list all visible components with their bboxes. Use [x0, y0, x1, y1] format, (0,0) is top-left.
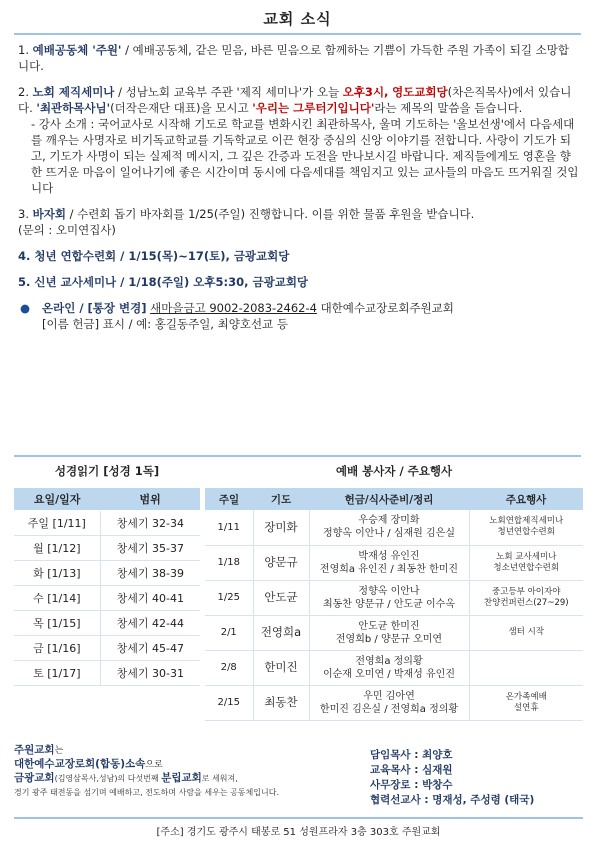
service-event [469, 580, 583, 615]
service-event-line1: 노회연합제직세미나 [489, 516, 564, 527]
notice-2-time: 오후3시, [342, 85, 389, 99]
service-prayer: 최동찬 [253, 685, 309, 720]
service-duty-line1: 박재성 유인진 [358, 550, 420, 562]
service-event-line2: 청소년연합수련회 [493, 562, 560, 573]
reading-day: 월 [1/12] [14, 535, 100, 560]
address: [주소] 경기도 광주시 태봉로 51 성원프라자 3층 303호 주원교회 [14, 817, 583, 838]
service-title: 예배 봉사자 / 주요행사 [335, 464, 453, 478]
bank-account-link[interactable]: 새마을금고 9002-2083-2462-4 [150, 301, 317, 315]
notice-3-heading: 바자회 [32, 207, 66, 221]
page-title-wrap [0, 8, 595, 31]
table-row [205, 510, 583, 545]
service-date: 1/11 [205, 510, 253, 545]
table-row [14, 560, 200, 585]
notice-2-text3: (더작은재단 대표)을 모시고 [110, 101, 253, 115]
reading-header-row [14, 488, 200, 510]
reading-range: 창세기 30-31 [100, 660, 200, 685]
service-event [469, 650, 583, 685]
about-t5: 경기 광주 태전동을 섬기며 예배하고, 전도하며 사람을 세우는 공동체입니다. [14, 788, 279, 797]
service-event-line1: 샘터 시작 [508, 627, 545, 637]
table-row [14, 585, 200, 610]
account-holder: 대한예수교장로회주원교회 [316, 301, 454, 315]
service-duty-line1: 우민 김아연 [363, 690, 415, 702]
table-row [14, 510, 200, 535]
notice-2-speaker: '최관하목사님' [36, 101, 111, 115]
about-t3: (김영삼목사,성남)의 다섯번째 [54, 774, 162, 783]
service-event [469, 685, 583, 720]
notice-2-text2: (차은직목사)에서 있습니다. [18, 85, 572, 115]
service-duty [309, 615, 469, 650]
about-t2: 으로 [145, 760, 163, 770]
reading-day: 토 [1/17] [14, 660, 100, 685]
about-t1: 는 [54, 746, 64, 756]
notice-2-heading: 노회 제직세미나 [32, 85, 115, 99]
notice-3-contact: (문의 : 오미연집사) [18, 223, 116, 237]
page-title: 교회 소식 [263, 10, 332, 28]
church-about [14, 744, 314, 799]
staff-elder: 사무장로 : 박창수 [370, 779, 453, 791]
about-t4: 로 세워져, [201, 774, 238, 783]
table-row [205, 580, 583, 615]
notice-4-text: 청년 연합수련회 / 1/15(목)~17(토), 금광교회당 [34, 249, 290, 263]
service-header-event: 주요행사 [469, 488, 583, 510]
service-prayer: 안도균 [253, 580, 309, 615]
service-duty [309, 510, 469, 545]
service-duty-line2: 정향옥 이안나 / 심재원 김은실 [322, 528, 455, 540]
notice-3-text: 수련회 돕기 바자회를 1/25(주일) 진행합니다. 이를 위한 물품 후원을 받습니다. [77, 207, 475, 221]
service-duty-line2: 한미진 김은실 / 전영희a 정의황 [319, 703, 459, 715]
service-duty [309, 685, 469, 720]
staff-missionary: 협력선교사 : 명재성, 주성령 (태국) [370, 794, 535, 806]
notice-1 [18, 42, 580, 74]
staff-senior-pastor: 담임목사 : 최양호 [370, 749, 453, 761]
notice-5 [18, 274, 580, 290]
notice-2 [18, 84, 580, 196]
reading-table [14, 488, 200, 686]
notice-4-number: 4. [18, 249, 31, 263]
service-date: 2/1 [205, 615, 253, 650]
reading-title: 성경읽기 [성경 1독] [54, 464, 160, 478]
reading-header-day: 요일/일자 [14, 488, 100, 510]
notice-6 [18, 300, 580, 332]
reading-day: 주일 [1/11] [14, 510, 100, 535]
service-prayer: 양문규 [253, 545, 309, 580]
service-event-line1: 노회 교사세미나 [496, 551, 557, 562]
notice-6-heading: 온라인 / [통장 변경] [42, 301, 147, 315]
service-event-line2: 찬양컨퍼런스(27~29) [483, 597, 569, 608]
notice-2-text1: 성남노회 교육부 주관 '제직 세미나'가 오늘 [125, 85, 343, 99]
notice-list [18, 42, 580, 342]
service-event [469, 615, 583, 650]
staff-education-pastor: 교육목사 : 심재원 [370, 764, 453, 776]
table-row [205, 650, 583, 685]
service-date: 2/8 [205, 650, 253, 685]
table-row [205, 685, 583, 720]
notice-1-text: 예배공동체, 같은 믿음, 바른 믿음으로 함께하는 기쁨이 가득한 주원 가족이 되길 소망합니다. [18, 43, 569, 73]
table-row [205, 545, 583, 580]
mother-church: 금광교회 [14, 772, 55, 784]
service-duty-line2: 이순재 오미연 / 박재성 유인진 [322, 668, 455, 680]
service-duty-line1: 우승제 장미화 [358, 515, 420, 527]
notice-2-text4: 라는 제목의 말씀을 듣습니다. [374, 101, 523, 115]
notice-2-number: 2. [18, 85, 29, 99]
notice-4 [18, 248, 580, 264]
service-header-prayer: 기도 [253, 488, 309, 510]
reading-range: 창세기 42-44 [100, 610, 200, 635]
reading-range: 창세기 40-41 [100, 585, 200, 610]
service-event [469, 545, 583, 580]
service-event-line2: 청년연합수련회 [497, 527, 555, 538]
notice-1-sep: / [121, 43, 133, 57]
notice-1-number: 1. [18, 43, 29, 57]
table-row [14, 535, 200, 560]
reading-day: 수 [1/14] [14, 585, 100, 610]
service-prayer: 장미화 [253, 510, 309, 545]
service-table [205, 488, 583, 721]
staff-list [370, 748, 585, 808]
bullet-icon: ● [20, 301, 31, 315]
service-duty-line1: 전영희a 정의황 [355, 655, 423, 667]
service-duty [309, 545, 469, 580]
service-header-duty: 헌금/식사준비/정리 [309, 488, 469, 510]
notice-2-sep: / [114, 85, 126, 99]
reading-day: 목 [1/15] [14, 610, 100, 635]
notice-2-topic: '우리는 그루터기입니다' [252, 101, 375, 115]
notice-5-number: 5. [18, 275, 31, 289]
table-row [205, 615, 583, 650]
service-duty-line2: 최동찬 양문규 / 안도균 이수옥 [322, 598, 455, 610]
reading-range: 창세기 32-34 [100, 510, 200, 535]
service-date: 2/15 [205, 685, 253, 720]
service-event-line1: 온가족예배 [505, 691, 547, 702]
service-date: 1/25 [205, 580, 253, 615]
section-divider [14, 455, 581, 457]
notice-2-description: - 강사 소개 : 국어교사로 시작해 기도로 학교를 변화시킨 최관하목사, 울며 기도하는 '울보선생'에서 다음세대를 깨우는 사명자로 비기독교학교를 기독학교로 이끈 현장 중심의 신앙 이야기를 전합니다. 사랑이 기도가 되고, 기도가 사명이 되는 실제적 메시지, 그 깊은 간증과 도전을 만나보시길 바랍니다. 제직들에게도 영혼을 향한 뜨거운 마음이 일어나기에 좋은 시간이며 동시에 다음세대를 책임지고 있는 교사들의 마음도 뜨거워질 것입니다 [31, 117, 579, 195]
table-row [14, 660, 200, 685]
service-event-line2: 설연휴 [513, 702, 539, 713]
reading-range: 창세기 45-47 [100, 635, 200, 660]
table-row [14, 635, 200, 660]
notice-5-text: 신년 교사세미나 / 1/18(주일) 오후5:30, 금광교회당 [34, 275, 309, 289]
service-prayer: 한미진 [253, 650, 309, 685]
service-header-date: 주일 [205, 488, 253, 510]
service-event [469, 510, 583, 545]
service-date: 1/18 [205, 545, 253, 580]
service-duty [309, 580, 469, 615]
table-row [14, 610, 200, 635]
title-divider [14, 33, 581, 35]
service-duty [309, 650, 469, 685]
church-denomination: 대한예수교장로회(합동)소속 [14, 758, 146, 770]
notice-6-note: [이름 헌금] 표시 / 예: 홍길동주일, 최양호선교 등 [42, 317, 288, 331]
notice-2-place: 영도교회당 [392, 85, 448, 99]
notice-3 [18, 206, 580, 238]
service-duty-line2: 전영희b / 양문규 오미연 [335, 633, 443, 645]
reading-day: 금 [1/16] [14, 635, 100, 660]
reading-range: 창세기 38-39 [100, 560, 200, 585]
service-header-row [205, 488, 583, 510]
notice-3-number: 3. [18, 207, 29, 221]
service-duty-line2: 전영희a 유인진 / 최동찬 한미진 [319, 563, 459, 575]
service-duty-line1: 안도균 한미진 [358, 620, 420, 632]
reading-range: 창세기 35-37 [100, 535, 200, 560]
service-duty-line1: 정향옥 이안나 [358, 585, 420, 597]
reading-header-range: 범위 [100, 488, 200, 510]
notice-1-heading: 예배공동체 '주원' [32, 43, 122, 57]
notice-3-sep: / [65, 207, 78, 221]
church-plant: 분립교회 [161, 772, 202, 784]
service-prayer: 전영희a [253, 615, 309, 650]
reading-day: 화 [1/13] [14, 560, 100, 585]
service-event-line1: 중고등부 아이자야 [492, 586, 561, 597]
church-name: 주원교회 [14, 744, 55, 756]
